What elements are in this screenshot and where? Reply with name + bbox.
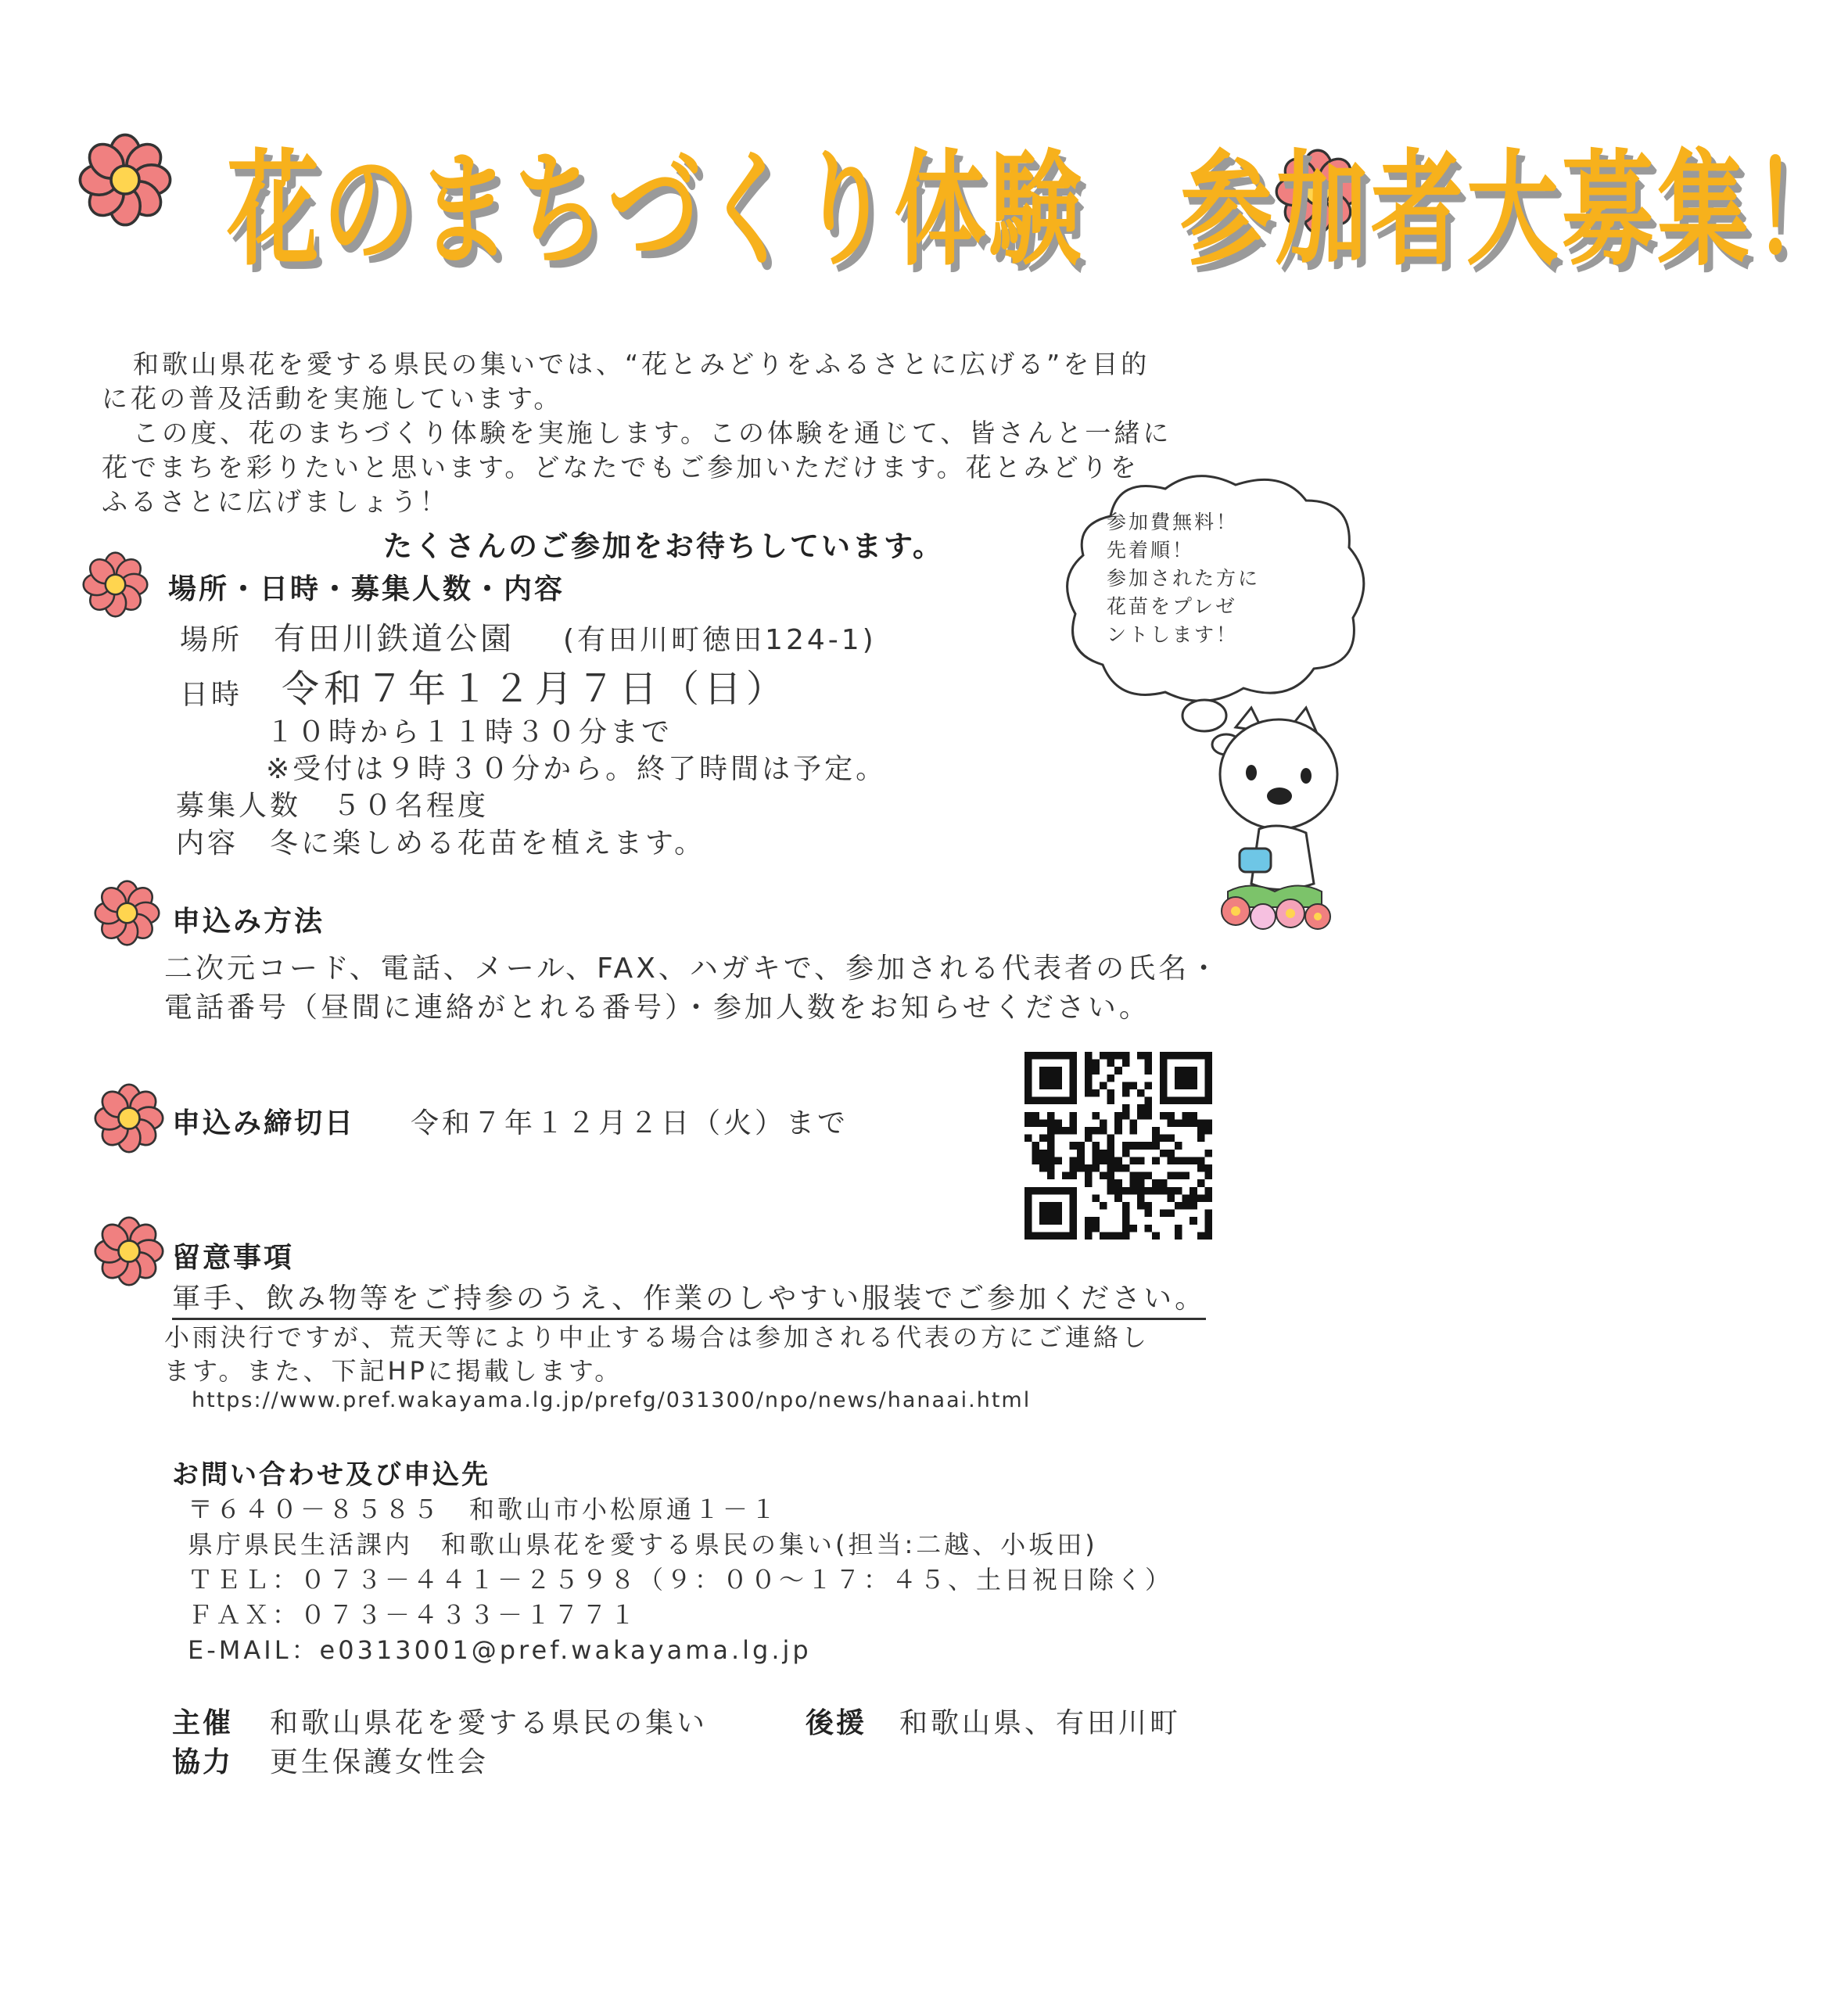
page-title: 花のまちづくり体験 参加者大募集！ <box>227 137 1848 283</box>
contact-postal: 〒６４０－８５８５ 和歌山市小松原通１－１ <box>188 1494 780 1524</box>
coop-label: 協力 <box>172 1746 234 1778</box>
flower-icon <box>94 1216 164 1286</box>
notes-line: ます。また、下記HPに掲載します。 <box>164 1356 623 1386</box>
bubble-text <box>1107 508 1310 649</box>
contact-fax: ＦＡＸ：０７３－４３３－１７７１ <box>188 1600 639 1630</box>
qr-code[interactable] <box>1024 1052 1212 1240</box>
support-label: 後援 <box>806 1707 867 1739</box>
host-label: 主催 <box>172 1707 234 1739</box>
intro-line: 花でまちを彩りたいと思います。どなたでもご参加いただけます。花とみどりを <box>102 452 1139 483</box>
section-heading: 申込み締切日 <box>172 1107 356 1139</box>
contact-tel: ＴＥＬ：０７３－４４１－２５９８（９：００～１７：４５、土日祝日除く） <box>188 1565 1174 1595</box>
contact-email[interactable]: E-MAIL：e0313001@pref.wakayama.lg.jp <box>188 1635 812 1665</box>
apply-line: 電話番号（昼間に連絡がとれる番号）・参加人数をお知らせください。 <box>164 992 1150 1024</box>
place-address: (有田川町徳田124-1) <box>563 624 877 656</box>
notes-url-link[interactable]: https://www.pref.wakayama.lg.jp/prefg/031300/npo/news/hanaai.html <box>192 1388 1032 1412</box>
support-value: 和歌山県、有田川町 <box>899 1707 1182 1739</box>
flower-icon <box>78 133 172 227</box>
section-heading: 場所・日時・募集人数・内容 <box>168 573 565 605</box>
section-heading: 申込み方法 <box>172 906 325 938</box>
flower-icon <box>94 880 160 946</box>
notes-line: 小雨決行ですが、荒天等により中止する場合は参加される代表の方にご連絡し <box>164 1322 1150 1352</box>
time-note: ※受付は９時３０分から。終了時間は予定。 <box>266 753 888 785</box>
contact-office: 県庁県民生活課内 和歌山県花を愛する県民の集い(担当:二越、小坂田) <box>188 1530 1098 1559</box>
apply-line: 二次元コード、電話、メール、FAX、ハガキで、参加される代表者の氏名・ <box>164 953 1222 985</box>
intro-line: ふるさとに広げましょう！ <box>102 486 449 517</box>
invite-message: たくさんのご参加をお待ちしています。 <box>383 529 945 563</box>
intro-line: 和歌山県花を愛する県民の集いでは、“花とみどりをふるさとに広げる”を目的 <box>133 349 1150 379</box>
date-value: 令和７年１２月７日（日） <box>282 667 789 711</box>
bubble-line: 花苗をプレゼ <box>1107 595 1238 618</box>
intro-line: に花の普及活動を実施しています。 <box>102 383 563 414</box>
mascot-dog-illustration <box>1204 704 1345 954</box>
time-value: １０時から１１時３０分まで <box>266 716 673 748</box>
date-label: 日時 <box>180 679 243 711</box>
intro-line: この度、花のまちづくり体験を実施します。この体験を通じて、皆さんと一緒に <box>133 418 1172 448</box>
contact-heading: お問い合わせ及び申込先 <box>172 1459 490 1491</box>
capacity: 募集人数 ５０名程度 <box>176 790 490 822</box>
content: 内容 冬に楽しめる花苗を植えます。 <box>176 827 706 859</box>
deadline-value: 令和７年１２月２日（火）まで <box>411 1107 849 1139</box>
notes-underlined: 軍手、飲み物等をご持参のうえ、作業のしやすい服装でご参加ください。 <box>172 1283 1206 1320</box>
flower-icon <box>82 551 149 618</box>
bubble-line: 参加された方に <box>1107 567 1261 590</box>
place-value: 有田川鉄道公園 <box>274 621 515 657</box>
bubble-line: ントします！ <box>1107 623 1239 646</box>
bubble-line: 参加費無料！ <box>1107 511 1239 533</box>
coop-value: 更生保護女性会 <box>270 1746 490 1778</box>
flower-icon <box>94 1083 164 1153</box>
bubble-line: 先着順！ <box>1107 539 1195 561</box>
host-value: 和歌山県花を愛する県民の集い <box>270 1707 709 1739</box>
place-label: 場所 <box>180 624 243 656</box>
section-heading: 留意事項 <box>172 1242 295 1274</box>
notes-underlined-wrapper <box>172 1276 1206 1316</box>
